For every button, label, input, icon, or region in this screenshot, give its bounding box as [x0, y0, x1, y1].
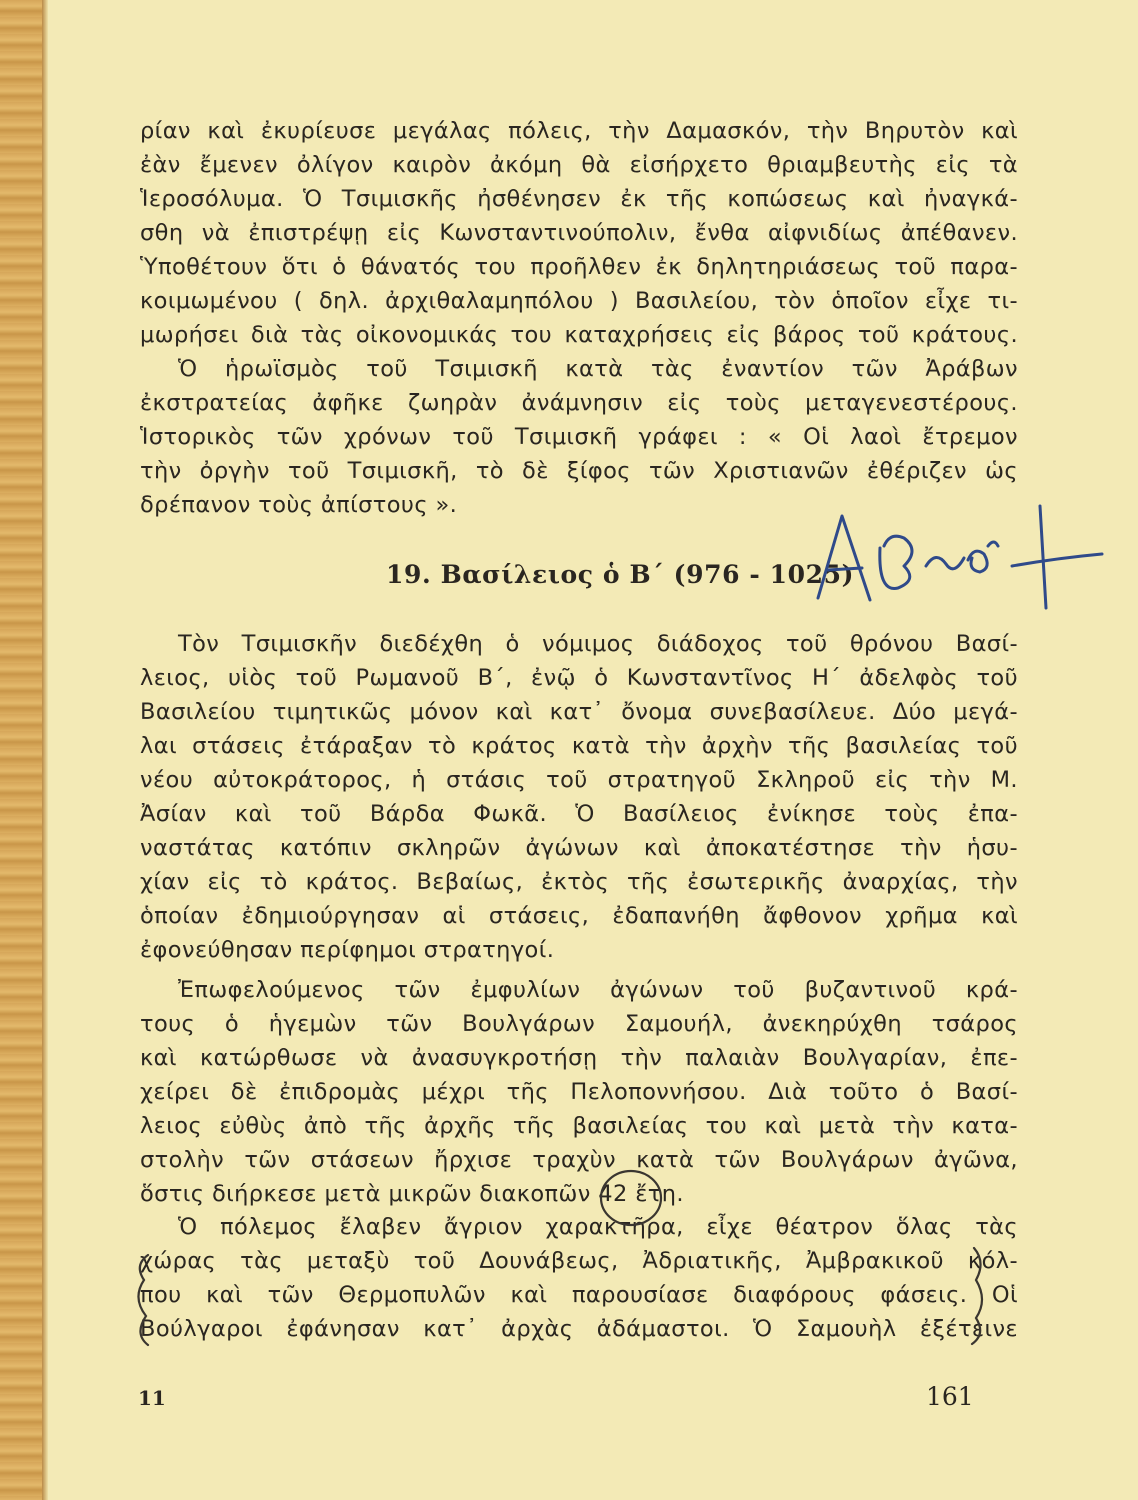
- text-line: τὴν ὀργὴν τοῦ Τσιμισκῆ, τὸ δὲ ξίφος τῶν Χριστιανῶν ἐθέριζεν ὡς: [140, 458, 1018, 484]
- text-line: χείρει δὲ ἐπιδρομὰς μέχρι τῆς Πελοποννήσου. Διὰ τοῦτο ὁ Βασί-: [140, 1079, 1018, 1105]
- text-line: ὅστις διήρκεσε μετὰ μικρῶν διακοπῶν 42 ἔτη.: [140, 1181, 684, 1207]
- text-line: ἐφονεύθησαν περίφημοι στρατηγοί.: [140, 937, 555, 963]
- book-binding-edge: [0, 0, 42, 1500]
- text-line: χώρας τὰς μεταξὺ τοῦ Δουνάβεως, Ἀδριατικῆς, Ἀμβρακικοῦ κόλ-: [140, 1248, 1018, 1274]
- text-line: ναστάτας κατόπιν σκληρῶν ἀγώνων καὶ ἀποκατέστησε τὴν ἡσυ-: [140, 835, 1018, 861]
- text-line: καὶ κατώρθωσε νὰ ἀνασυγκροτήσῃ τὴν παλαιὰν Βουλγαρίαν, ἐπε-: [140, 1045, 1018, 1071]
- text-line: τους ὁ ἡγεμὼν τῶν Βουλγάρων Σαμουήλ, ἀνεκηρύχθη τσάρος: [140, 1011, 1018, 1037]
- text-line: Βασιλείου τιμητικῶς μόνον καὶ κατ᾽ ὄνομα συνεβασίλευε. Δύο μεγά-: [140, 699, 1018, 725]
- text-line: σθη νὰ ἐπιστρέψῃ εἰς Κωνσταντινούπολιν, ἔνθα αἰφνιδίως ἀπέθανεν.: [140, 220, 1018, 246]
- text-line: λειος εὐθὺς ἀπὸ τῆς ἀρχῆς τῆς βασιλείας του καὶ μετὰ τὴν κατα-: [140, 1113, 1018, 1139]
- text-line: λειος, υἱὸς τοῦ Ρωμανοῦ Β΄, ἐνῷ ὁ Κωνσταντῖνος Η΄ ἀδελφὸς τοῦ: [140, 665, 1018, 691]
- text-line: Ἀσίαν καὶ τοῦ Βάρδα Φωκᾶ. Ὁ Βασίλειος ἐνίκησε τοὺς ἐπα-: [140, 801, 1018, 827]
- book-page: [48, 0, 1138, 1500]
- paragraph-samuel: [140, 973, 1018, 1211]
- text-line: μωρήσει διὰ τὰς οἰκονομικάς του καταχρήσεις εἰς βάρος τοῦ κράτους.: [140, 322, 1018, 348]
- text-line: ὁποίαν ἐδημιούργησαν αἱ στάσεις, ἐδαπανήθη ἄφθονον χρῆμα καὶ: [140, 903, 1018, 929]
- signature-mark: 11: [138, 1386, 166, 1410]
- text-line: Ἱεροσόλυμα. Ὁ Τσιμισκῆς ἠσθένησεν ἐκ τῆς κοπώσεως καὶ ἠναγκά-: [140, 186, 1018, 212]
- text-line: που καὶ τῶν Θερμοπυλῶν καὶ παρουσίασε διαφόρους φάσεις. Οἱ: [140, 1282, 1018, 1308]
- text-line: Ὑποθέτουν ὅτι ὁ θάνατός του προῆλθεν ἐκ δηλητηριάσεως τοῦ παρα-: [140, 254, 1018, 280]
- text-line: χίαν εἰς τὸ κράτος. Βεβαίως, ἐκτὸς τῆς ἐσωτερικῆς ἀναρχίας, τὴν: [140, 869, 1018, 895]
- section-years: (976 - 1025): [673, 560, 855, 589]
- text-line: λαι στάσεις ἐτάραξαν τὸ κράτος κατὰ τὴν ἀρχὴν τῆς βασιλείας τοῦ: [140, 733, 1018, 759]
- text-line: κοιμωμένου ( δηλ. ἀρχιθαλαμηπόλου ) Βασιλείου, τὸν ὁποῖον εἶχε τι-: [140, 288, 1018, 314]
- text-line: Ἐπωφελούμενος τῶν ἐμφυλίων ἀγώνων τοῦ βυζαντινοῦ κρά-: [178, 977, 1018, 1003]
- paragraph-tsimiskes-end: [140, 114, 1018, 522]
- text-line: Ἱστορικὸς τῶν χρόνων τοῦ Τσιμισκῆ γράφει : « Οἱ λαοὶ ἔτρεμον: [140, 424, 1018, 450]
- text-line: ρίαν καὶ ἐκυρίευσε μεγάλας πόλεις, τὴν Δαμασκόν, τὴν Βηρυτὸν καὶ: [140, 118, 1018, 144]
- text-line: Τὸν Τσιμισκῆν διεδέχθη ὁ νόμιμος διάδοχος τοῦ θρόνου Βασί-: [178, 631, 1018, 657]
- text-line: ἐκστρατείας ἀφῆκε ζωηρὰν ἀνάμνησιν εἰς τοὺς μεταγενεστέρους.: [140, 390, 1018, 416]
- text-line: ἐὰν ἔμενεν ὀλίγον καιρὸν ἀκόμη θὰ εἰσήρχετο θριαμβευτὴς εἰς τὰ: [140, 152, 1018, 178]
- section-heading: [386, 560, 854, 589]
- text-line: νέου αὐτοκράτορος, ἡ στάσις τοῦ στρατηγοῦ Σκληροῦ εἰς τὴν Μ.: [140, 767, 1018, 793]
- text-line: δρέπανον τοὺς ἀπίστους ».: [140, 492, 458, 518]
- text-line: στολὴν τῶν στάσεων ἤρχισε τραχὺν κατὰ τῶν Βουλγάρων ἀγῶνα,: [140, 1147, 1018, 1173]
- page-number: 161: [926, 1382, 974, 1411]
- paragraph-war: [140, 1210, 1018, 1346]
- section-number: 19.: [386, 560, 432, 589]
- section-title: Βασίλειος ὁ Β΄: [440, 560, 665, 589]
- text-line: Βούλγαροι ἐφάνησαν κατ᾽ ἀρχὰς ἀδάμαστοι. Ὁ Σαμουὴλ ἐξέτεινε: [140, 1316, 1018, 1342]
- text-line: Ὁ πόλεμος ἔλαβεν ἄγριον χαρακτῆρα, εἶχε θέατρον ὅλας τὰς: [178, 1214, 1018, 1240]
- paragraph-basil-accession: [140, 627, 1018, 967]
- handwritten-note-drawing: [808, 488, 1108, 618]
- text-line: Ὁ ἡρωϊσμὸς τοῦ Τσιμισκῆ κατὰ τὰς ἐναντίον τῶν Ἀράβων: [178, 356, 1018, 382]
